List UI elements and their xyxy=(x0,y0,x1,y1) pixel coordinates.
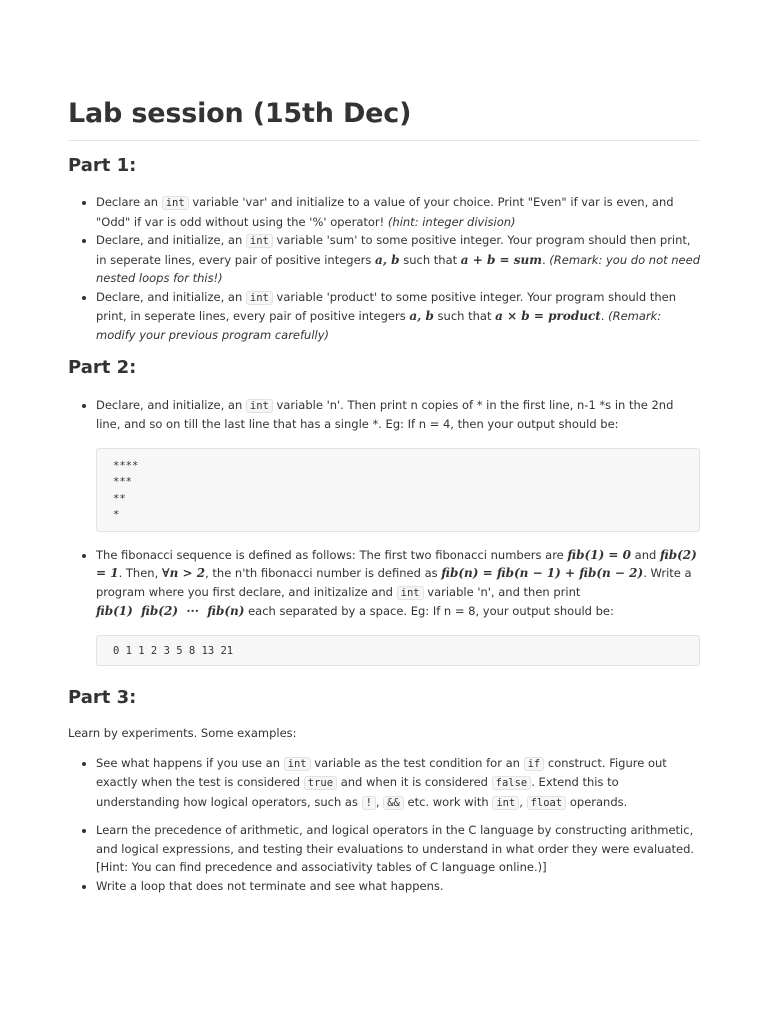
inline-code: ! xyxy=(362,796,376,810)
math-expression: fib(2) = 1 xyxy=(96,547,697,581)
inline-code: true xyxy=(304,776,337,790)
inline-code: false xyxy=(492,776,532,790)
part3-item-2: • Learn the precedence of arithmetic, and logical operators in the C language by constructing arithmetic, and logical expressions, and testing their evaluations to understand in what order they were evaluated. [Hint: You can find precedence and associativity tables of C language online.)] xyxy=(96,821,700,877)
math-expression: a, b xyxy=(375,252,400,267)
math-expression: fib(1) fib(2) ··· fib(n) xyxy=(96,604,245,619)
inline-code: int xyxy=(162,196,189,210)
math-expression: ∀n > 2 xyxy=(161,566,206,581)
remark-text: (Remark: modify your previous program carefully) xyxy=(96,309,662,342)
hint-text: (hint: integer division) xyxy=(387,214,516,229)
inline-code: int xyxy=(397,586,424,600)
math-expression: a, b xyxy=(409,309,434,324)
inline-code: int xyxy=(246,291,273,305)
inline-code: int xyxy=(492,796,519,810)
math-expression: a + b = sum xyxy=(460,252,542,267)
inline-code: int xyxy=(246,234,273,248)
part2-item-1: • Declare, and initialize, an int variable 'n'. Then print n copies of * in the first line, n-1 *s in the 2nd line, and so on till the last line that has a single *. Eg: If n = 4, then your output should be: xyxy=(96,396,700,434)
part3-intro: Learn by experiments. Some examples: xyxy=(68,725,297,740)
stars-output-block: **** *** ** * xyxy=(96,448,700,532)
inline-code: int xyxy=(284,757,311,771)
math-expression: a × b = product xyxy=(495,309,601,324)
part1-item-3: • Declare, and initialize, an int variable 'product' to some positive integer. Your program should then print, in seperate lines, every pair of positive integers a, b such that a × b = product. (Remark: modify your previous program carefully) xyxy=(96,288,700,345)
inline-code: int xyxy=(246,399,273,413)
part3-item-3: • Write a loop that does not terminate and see what happens. xyxy=(96,877,700,896)
part3-heading: Part 3: xyxy=(68,687,137,709)
part2-heading: Part 2: xyxy=(68,357,137,379)
part3-item-1: • See what happens if you use an int variable as the test condition for an if construct. Figure out exactly when the test is considered true and when it is considered false . Extend this to understanding how logical operators, such as ! , && etc. work with int , float operands. xyxy=(96,754,700,813)
inline-code: float xyxy=(527,796,567,810)
part2-list xyxy=(68,396,700,434)
part1-list xyxy=(68,193,700,344)
math-expression: fib(n) = fib(n − 1) + fib(n − 2) xyxy=(441,566,644,581)
part2-item-2: • The fibonacci sequence is defined as follows: The first two fibonacci numbers are fib(1) = 0 and fib(2) = 1. Then, ∀n > 2, the n'th fibonacci number is defined as fib(n) = fib(n − 1) + fib(n − 2). Write a program where you first declare, and initizalize and int variable 'n', and then print fib(1) fib(2) ··· fib(n) each separated by a space. Eg: If n = 8, your output should be: xyxy=(96,546,700,621)
part1-heading: Part 1: xyxy=(68,155,137,177)
inline-code: && xyxy=(383,796,404,810)
part1-item-1: • Declare an int variable 'var' and initialize to a value of your choice. Print "Even" if var is even, and "Odd" if var is odd without using the '%' operator! (hint: integer division) xyxy=(96,193,700,231)
page-title: Lab session (15th Dec) xyxy=(68,96,700,141)
part2-list-continued xyxy=(68,546,700,621)
part3-list xyxy=(68,754,700,896)
part1-item-2: • Declare, and initialize, an int variable 'sum' to some positive integer. Your program should then print, in seperate lines, every pair of positive integers a, b such that a + b = sum. (Remark: you do not need nested loops for this!) xyxy=(96,231,700,288)
remark-text: (Remark: you do not need nested loops for this!) xyxy=(96,252,701,286)
math-expression: fib(1) = 0 xyxy=(567,547,632,562)
inline-code: if xyxy=(524,757,545,771)
fib-output-block: 0 1 1 2 3 5 8 13 21 xyxy=(96,635,700,667)
